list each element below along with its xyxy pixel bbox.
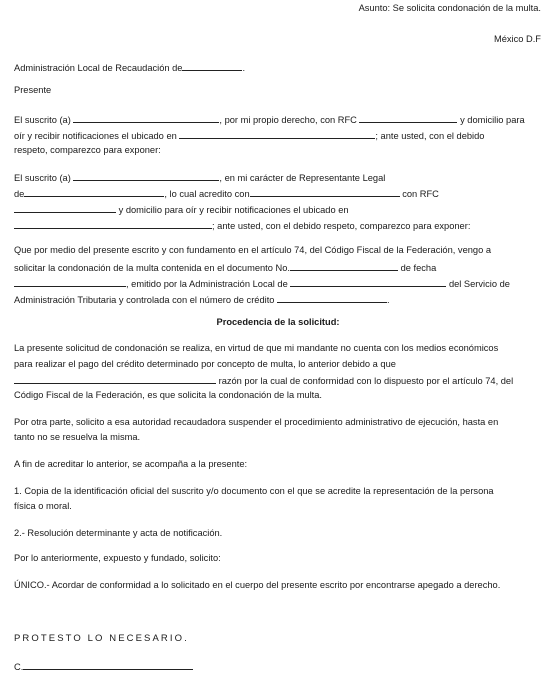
blank-field	[73, 171, 219, 181]
text: con RFC	[402, 189, 439, 199]
blank-field	[290, 261, 398, 271]
p3-line4	[14, 293, 390, 306]
item1-line1: 1. Copia de la identificación oficial del suscrito y/o documento con el que se acredite la representación de la persona	[14, 486, 494, 496]
recipient-text: Administración Local de Recaudación de	[14, 63, 183, 73]
blank-field	[14, 219, 212, 229]
section-heading: Procedencia de la solicitud:	[216, 317, 340, 327]
text: El suscrito (a)	[14, 173, 71, 183]
p2-line4	[14, 219, 470, 232]
text: razón por la cual de conformidad con lo dispuesto por el artículo 74, del	[218, 376, 514, 386]
p3-line2	[14, 261, 436, 274]
blank-field	[290, 277, 446, 287]
place: México D.F	[493, 34, 541, 44]
p5-line2: tanto no se resuelva la misma.	[14, 432, 141, 442]
blank-field	[24, 187, 164, 197]
unico: ÚNICO.- Acordar de conformidad a lo solicitado en el cuerpo del presente escrito por encontrarse apegado a derecho.	[14, 580, 501, 590]
signature-blank	[23, 660, 193, 670]
p1-line1	[14, 113, 525, 126]
text: ; ante usted, con el debido respeto, comparezco para exponer:	[212, 221, 471, 231]
blank-field	[14, 374, 216, 384]
p1-line2	[14, 129, 484, 142]
signature-line	[14, 660, 193, 673]
blank-field	[359, 113, 457, 123]
text: , lo cual acredito con	[164, 189, 250, 199]
p4-line2: para realizar el pago del crédito determinado por concepto de multa, lo anterior debido a que	[14, 359, 396, 369]
text: Administración Tributaria y controlada con el número de crédito	[14, 295, 275, 305]
blank-field	[73, 113, 219, 123]
recipient-line: Administración Local de Recaudación de .	[14, 63, 246, 73]
p7: Por lo anteriormente, expuesto y fundado, solicito:	[14, 553, 221, 563]
p6: A fin de acreditar lo anterior, se acompaña a la presente:	[14, 459, 248, 469]
p5-line1: Por otra parte, solicito a esa autoridad recaudadora suspender el procedimiento administrativo de ejecución, hasta en	[14, 417, 499, 427]
text: de	[14, 189, 25, 199]
text: El suscrito (a)	[14, 115, 71, 125]
text: y domicilio para	[460, 115, 525, 125]
p1-line3: respeto, comparezco para exponer:	[14, 145, 161, 155]
p3-line1: Que por medio del presente escrito y con fundamento en el artículo 74, del Código Fiscal de la Federación, vengo a	[14, 245, 492, 255]
p4-line1: La presente solicitud de condonación se realiza, en virtud de que mi mandante no cuenta con los medios económicos	[14, 343, 499, 353]
text: del Servicio de	[448, 279, 510, 289]
blank-field	[277, 293, 387, 303]
text: , en mi carácter de Representante Legal	[219, 173, 386, 183]
p2-line1	[14, 171, 385, 184]
signature-label: C.	[14, 662, 24, 672]
text: ; ante usted, con el debido	[375, 131, 485, 141]
subject-line: Asunto: Se solicita condonación de la multa.	[358, 3, 541, 13]
blank-field	[182, 61, 242, 71]
p3-line3	[14, 277, 510, 290]
closing: PROTESTO LO NECESARIO.	[14, 633, 189, 644]
greeting: Presente	[14, 85, 52, 95]
text: , emitido por la Administración Local de	[126, 279, 288, 289]
p4-line4: Código Fiscal de la Federación, es que solicita la condonación de la multa.	[14, 390, 323, 400]
blank-field	[250, 187, 400, 197]
text: .	[387, 295, 390, 305]
blank-field	[14, 203, 116, 213]
text: y domicilio para oír y recibir notificaciones el ubicado en	[118, 205, 349, 215]
blank-field	[179, 129, 375, 139]
text: , por mi propio derecho, con RFC	[219, 115, 357, 125]
p2-line2	[14, 187, 439, 200]
p4-line3	[14, 374, 513, 387]
blank-field	[14, 277, 126, 287]
item1-line2: física o moral.	[14, 501, 72, 511]
text: de fecha	[400, 263, 437, 273]
item2: 2.- Resolución determinante y acta de notificación.	[14, 528, 223, 538]
text: solicitar la condonación de la multa contenida en el documento No.	[14, 263, 290, 273]
p2-line3	[14, 203, 349, 216]
text: oír y recibir notificaciones el ubicado en	[14, 131, 177, 141]
